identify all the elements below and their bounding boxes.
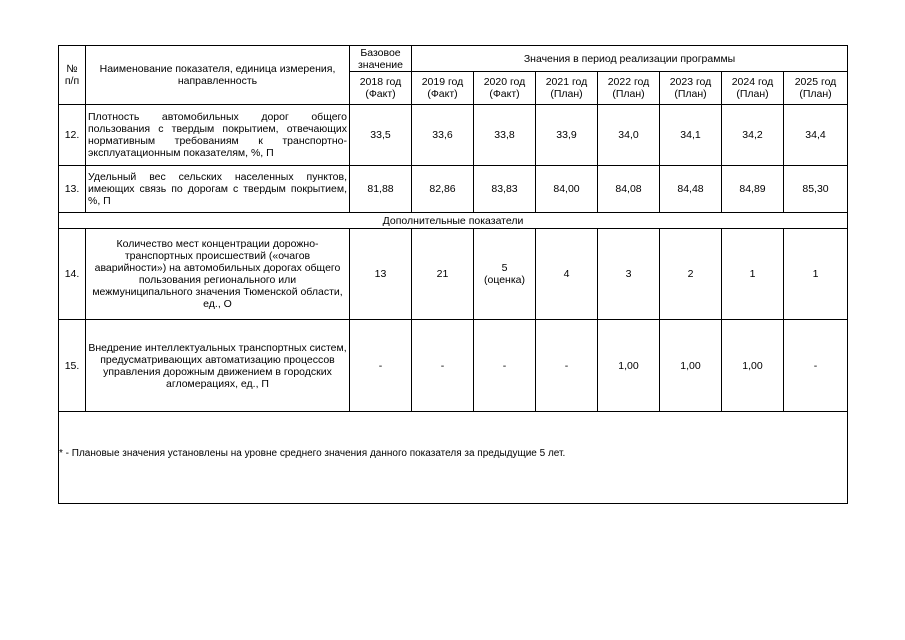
year-label: 2022 год [607,76,650,88]
header-year-cell [474,72,536,105]
value-cell: 84,89 [722,166,784,213]
header-year-cell [350,72,412,105]
value-cell: - [350,320,412,412]
value-note: (оценка) [483,274,526,286]
value-cell: - [536,320,598,412]
row-name: Количество мест концентрации дорожно-транспортных происшествий («очагов аварийности») на автомобильных дорогах общего пользования регионального или межмуниципального значения Тюменской области, ед., О [86,229,350,320]
value-cell: 3 [598,229,660,320]
header-num: № п/п [59,46,86,105]
year-kind: (Факт) [365,88,396,100]
value-cell: 33,9 [536,105,598,166]
header-period: Значения в период реализации программы [412,46,848,72]
value-number: 5 [501,262,508,274]
year-kind: (План) [612,88,645,100]
value-cell: 33,5 [350,105,412,166]
year-label: 2024 год [731,76,774,88]
year-label: 2025 год [794,76,837,88]
row-num: 13. [59,166,86,213]
footnote-text: * - Плановые значения установлены на уровне среднего значения данного показателя за предыдущие 5 лет. [59,448,566,459]
header-row [59,46,848,72]
year-label: 2019 год [421,76,464,88]
header-year-cell [784,72,848,105]
value-cell: 1,00 [598,320,660,412]
value-cell: - [784,320,848,412]
value-cell: 82,86 [412,166,474,213]
value-cell: 1 [784,229,848,320]
year-label: 2020 год [483,76,526,88]
row-num: 15. [59,320,86,412]
year-kind: (План) [674,88,707,100]
header-year-cell [536,72,598,105]
value-cell: 34,1 [660,105,722,166]
year-kind: (Факт) [489,88,520,100]
row-name: Внедрение интеллектуальных транспортных систем, предусматривающих автоматизацию процессов управления дорожным движением в городских агломерациях, ед., П [86,320,350,412]
value-cell: 84,08 [598,166,660,213]
value-cell: 1 [722,229,784,320]
row-num: 14. [59,229,86,320]
value-cell: 84,48 [660,166,722,213]
table-row [59,229,848,320]
year-label: 2018 год [359,76,402,88]
value-cell: 33,8 [474,105,536,166]
year-kind: (План) [550,88,583,100]
value-cell: 21 [412,229,474,320]
value-cell: 2 [660,229,722,320]
row-num: 12. [59,105,86,166]
value-cell: 34,2 [722,105,784,166]
row-name: Плотность автомобильных дорог общего пользования с твердым покрытием, отвечающих нормативным требованиям к транспортно-эксплуатационным показателям, %, П [86,105,350,166]
value-cell: 33,6 [412,105,474,166]
value-cell: 84,00 [536,166,598,213]
row-name: Удельный вес сельских населенных пунктов, имеющих связь по дорогам с твердым покрытием, %, П [86,166,350,213]
value-cell: 85,30 [784,166,848,213]
year-label: 2023 год [669,76,712,88]
value-cell: 4 [536,229,598,320]
indicators-table [58,45,848,504]
header-year-cell [722,72,784,105]
value-cell: 34,4 [784,105,848,166]
header-year-cell [412,72,474,105]
value-cell: 1,00 [722,320,784,412]
section-title: Дополнительные показатели [59,213,848,229]
header-name: Наименование показателя, единица измерения, направленность [86,46,350,105]
header-year-cell [660,72,722,105]
value-cell: 81,88 [350,166,412,213]
header-year-cell [598,72,660,105]
header-base: Базовое значение [350,46,412,72]
year-kind: (План) [736,88,769,100]
value-cell: - [474,320,536,412]
table-row [59,166,848,213]
year-label: 2021 год [545,76,588,88]
value-cell: 83,83 [474,166,536,213]
value-cell: 1,00 [660,320,722,412]
value-cell: 34,0 [598,105,660,166]
value-cell [474,229,536,320]
year-kind: (Факт) [427,88,458,100]
table-row [59,320,848,412]
value-cell: 13 [350,229,412,320]
year-kind: (План) [799,88,832,100]
value-cell: - [412,320,474,412]
section-row [59,213,848,229]
table-row [59,105,848,166]
